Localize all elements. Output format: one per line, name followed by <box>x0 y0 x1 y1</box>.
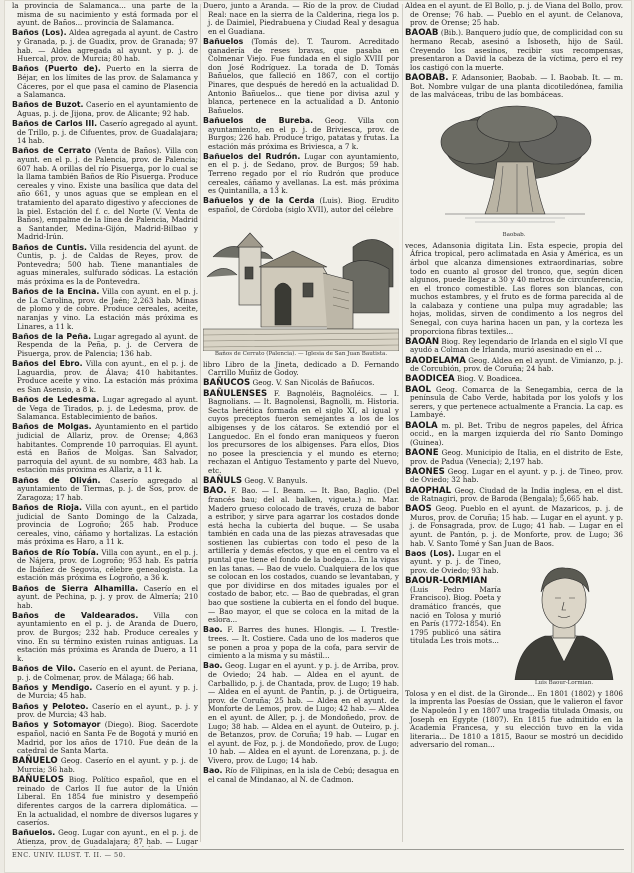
dictionary-entry <box>203 767 399 784</box>
entry-text: Geog. Lugar en el ayunt. y p. j. de Tineo, prov. de Oviedo; 32 hab. <box>410 466 623 485</box>
entry-text: F. Adansonier, Baobab. — I. Baobab. It. — m. Bot. Nombre vulgar de una planta dicotiledónea, familia de las malváceas, tribu de las bombáceas. <box>410 72 623 100</box>
dictionary-entry <box>12 829 198 847</box>
entry-text: Villa con ayuntamiento en el p. j. de Aranda de Duero, prov. de Burgos; 232 hab. Produce cereales y vino. En su término existen ruinas antiguas. La estación más próxima es Aranda de Duero, a 11 k. <box>17 610 198 663</box>
entry-text: Caserío en el ayunt. de Periana, p. j. de Colmenar, prov. de Málaga; 66 hab. <box>17 664 198 682</box>
entry-text: Geog. Lugar en el ayunt. y p. j. de Arriba, prov. de Oviedo; 24 hab. — Aldea en el ayunt. de Carballido, p. j. de Chantada, prov. de Lugo; 19 hab. — Aldea en el ayunt. de Pantín, p. j. de Ortigueira, prov. de Coruña; 25 hab. — Aldea en el ayunt. de Monforte de Lemos, prov. de Lugo; 42 hab. — Aldea en el ayunt. de Aller, p. j. de Mondoñedo, prov. de Lugo; 38 hab. — Aldea en el ayunt. de Outeiro, p. j. de Betanzos, prov. de Coruña; 19 hab. — Lugar en el ayunt. de Foz, p. j. de Mondoñedo, prov. de Lugo; 10 hab. — Aldea en el ayunt. de Lorenzana, p. j. de Vivero, prov. de Lugo; 14 hab. <box>208 661 399 765</box>
entry-text: Caserío agregado al ayunt. de Trillo, p. j. de Cifuentes, prov. de Guadalajara; 14 hab. <box>17 119 198 146</box>
entry-headword: Bañuelos del Rudrón. <box>203 151 301 161</box>
entry-text: Lugar agregado al ayunt. de Respenda de la Peña, p. j. de Cervera de Pisuerga, prov. de Palencia; 136 hab. <box>17 331 198 358</box>
entry-text: (Venta de Baños). Villa con ayunt. en el p. j. de Palencia, prov. de Palencia; 607 hab. A orillas del río Pisuerga, por lo cual se la llama también Baños de Río Pisuerga. Produce cereales y vino. Existe una basílica que data del año 661, y unos aguas que se emplean en el tratamiento del aparato digestivo y afecciones de la piel. Estación del f. c. del Norte (V. Venta de Baños), empalme de la línea de Palencia, Madrid a Santander, Medina-Gijón, Madrid-Bilbao y Madrid-Irún. <box>17 146 198 242</box>
dictionary-entry <box>12 120 198 146</box>
entry-headword: Bañuelos y de la Cerda <box>203 196 315 206</box>
entry-text: Aldea en el ayunt. de El Bollo, p. j. de Viana del Bollo, prov. de Orense; 76 hab. — Pueblo en el ayunt. de Celanova, prov. de Orense; 25 hab. <box>405 2 623 28</box>
church-caption: Baños de Cerrato (Palencia). — Iglesia de San Juan Bautista. <box>214 350 388 357</box>
entry-headword: Baños de Rioja. <box>12 502 83 512</box>
dictionary-entry <box>12 101 198 118</box>
column-rule <box>200 4 201 842</box>
entry-text: Geog. Pueblo en el ayunt. de Mazaricos, p. j. de Muros, prov. de Coruña; 15 hab. — Lugar en el ayunt. y p. j. de Fonsagrada, prov. de Lugo; 41 hab. — Lugar en el ayunt. de Pantón, p. j. de Monforte, prov. de Lugo; 36 hab. V. Santo Tomé y San Juan de Baos. <box>410 504 623 548</box>
entry-headword: Bao. <box>203 766 223 776</box>
dictionary-entry <box>203 379 399 388</box>
portrait-icon <box>505 552 623 680</box>
entry-text: Villa con ayunt. en el p. j. de La Carolina, prov. de Jaén; 2,263 hab. Minas de plomo y de cobre. Produce cereales, aceite, naranjas y vino. La estación más próxima es Linares, a 11 k. <box>17 287 198 331</box>
dictionary-entry <box>12 776 198 828</box>
entry-text: libro Libro de la Jineta, dedicado a D. Fernando Carrillo Muñiz de Godoy. <box>203 359 399 378</box>
entry-headword: BAOS <box>405 504 432 515</box>
entry-headword: Baños de Valdearados. <box>12 610 139 620</box>
column-2 <box>203 2 399 847</box>
entry-headword: Baños y Sotomayor <box>12 720 101 730</box>
baobab-tree-icon <box>405 102 623 232</box>
dictionary-entry <box>12 423 198 475</box>
dictionary-entry <box>405 690 623 750</box>
entry-text: F. Bao. — I. Beam. — It. Bao, Baglio. (Del francés bau; del al. balken, vigueta.) m. Mar. Madero grueso colocado de través, cruza de babor a estribor, y sirve para agarrar los costados donde está hecha la cubierta del buque. — Se usaba también en cada una de las piezas atravesadas que sostienen las cubiertas con todo el peso de la artillería y demás efectos, y que en el centro va el puntal que tiene el fondo de la bodega... En la vigas en las tanas. — Bao de vuelo. Cualquiera de los que se colocan en los costados, cuando se levantaban, y que por dividirse en dos mitades iguales por el costado de babor, etc. — Bao de quebradas, el gran bao que sostiene la cubierta en el fondo del buque. — Bao mayor, el que se coloca en la mitad de la eslora... <box>208 486 399 625</box>
entry-headword: Bañuelos de Bureba. <box>203 115 314 125</box>
entry-headword: BAÑUCOS <box>203 378 251 389</box>
entry-headword: BAO. <box>203 486 227 497</box>
entry-text: m. pl. Bet. Tribu de negros papeles, del África occid., en la margen izquierda del río Santo Domingo (Guinea). <box>410 420 623 447</box>
dictionary-entry <box>405 242 623 337</box>
church-illustration <box>203 217 399 358</box>
entry-text: Puerto en la sierra de Béjar, en los límites de las prov. de Salamanca y Cáceres, por el que pasa el camino de Plasencia a Salamanca. <box>17 64 198 100</box>
entry-text: Geog. Caserío en el ayunt. y p. j. de Murcia; 36 hab. <box>17 756 198 774</box>
entry-text: la provincia de Salamanca... una parte de la misma de su nacimiento y está formada por el ayunt. de Baños... provincia de Salamanca. <box>12 2 198 28</box>
entry-headword: BAÑUELOS <box>12 775 64 786</box>
entry-text: Geog. Comarca de la Senegambia, cerca de la península de Cabo Verde, habitada por los yolofs y los serers, y que pertenece actualmente a Francia. La cap. es Lambayé. <box>410 384 623 420</box>
entry-text: Geog. Villa con ayuntamiento, en el p. j. de Briviesca, prov. de Burgos; 226 hab. Produce trigo, patatas y frutas. La estación más próxima es Briviesca, a 7 k. <box>208 115 399 151</box>
entry-text: Villa con ayunt., en el p. j. de Nájera, prov. de Logroño; 953 hab. Es patria de Ibáñez de Segovia, célebre genealogista. La estación más próxima es Logroño, a 36 k. <box>17 547 198 583</box>
entry-text: Ayuntamiento en el partido judicial de Allariz, prov. de Orense; 4,863 habitantes. Comprende 10 parroquias. El ayunt. está en Baños de Molgas. San Salvador, parroquia del ayunt. de su nombre, 483 hab. La estación más próxima es Allariz, a 11 k. <box>17 422 198 475</box>
column-rule <box>402 4 403 842</box>
entry-text: Geog. Ciudad de la India inglesa, en el dist. de Ratnagiri, prov. de Baroda (Bengala); 5,665 hab. <box>410 485 623 504</box>
portrait-row <box>405 550 623 690</box>
entry-text: Lugar en el ayunt. y p. j. de Tineo, prov. de Oviedo; 93 hab. <box>410 548 501 576</box>
dictionary-entry <box>12 333 198 359</box>
dictionary-entry <box>12 703 198 720</box>
entry-headword: BAODICEA <box>405 374 455 385</box>
dictionary-entry <box>12 721 198 755</box>
entry-headword: Baños de Vilo. <box>12 664 76 674</box>
entry-headword: Baños de Molgas. <box>12 422 92 432</box>
entry-text: Caserío agregado al ayuntamiento de Tiermas, p. j. de Sos, prov. de Zaragoza; 17 hab. <box>17 475 198 502</box>
entry-headword: Bañuelos <box>203 36 244 46</box>
entry-headword: BAOLA <box>405 420 438 431</box>
entry-headword: Baños del Ebro. <box>12 359 83 369</box>
entry-text: Caserío en el ayuntamiento de Aguas, p. j. de Jijona, prov. de Alicante; 92 hab. <box>17 100 198 118</box>
dictionary-entry <box>203 2 399 36</box>
dictionary-entry <box>203 153 399 196</box>
entry-text: Geog. V. Banyuls. <box>244 476 308 486</box>
dictionary-entry <box>12 585 198 611</box>
dictionary-entry <box>203 197 399 214</box>
dictionary-entry <box>405 29 623 72</box>
entry-text: F. Barres des hunes. Hlongis. — I. Trestle-trees. — It. Costiere. Cada uno de los maderos que se ponen a proa y popa de la cofa, para servir de cimiento a la misma y su mástil... <box>208 625 399 661</box>
dictionary-entry <box>405 74 623 100</box>
entry-headword: Baños (Los). <box>12 28 67 38</box>
entry-text: Caserío en el ayunt., p. j. y prov. de Murcia; 43 hab. <box>17 701 198 720</box>
entry-headword: Baos (Los). <box>405 548 455 558</box>
dictionary-entry <box>203 487 399 625</box>
entry-headword: BAONE <box>405 447 439 458</box>
baobab-illustration <box>405 102 623 239</box>
church-engraving-icon <box>203 217 399 351</box>
entry-headword: BAODELAMA <box>405 355 466 366</box>
dictionary-entry <box>405 487 623 504</box>
dictionary-entry <box>405 422 623 448</box>
entry-text: (Luis). Biog. Erudito español, de Córdoba (siglo XVII), autor del célebre <box>208 196 399 215</box>
entry-text: (Luis Pedro María Francisco). Biog. Poeta y dramático francés, que nació en Tolosa y murió en París (1772-1854). En 1795 publicó una sátira titulada Les trois mots... <box>410 584 501 646</box>
entry-headword: Baños de la Encina. <box>12 287 100 297</box>
entry-headword: Baños y Mendigo. <box>12 682 93 692</box>
entry-text: Geog. Municipio de Italia, en el distrito de Este, prov. de Padua (Venecia); 2,197 hab. <box>410 447 623 466</box>
dictionary-entry <box>12 665 198 682</box>
entry-headword: Bañuelos. <box>12 828 56 838</box>
entry-headword: BAONES <box>405 466 445 477</box>
dictionary-entry <box>405 577 501 646</box>
entry-headword: Baños y Peloteo. <box>12 701 89 711</box>
entry-headword: BAÑULENSES <box>203 388 268 399</box>
entry-headword: Baños de Ledesma. <box>12 395 100 405</box>
dictionary-entry <box>12 477 198 503</box>
dictionary-entry <box>12 549 198 583</box>
dictionary-entry <box>12 147 198 242</box>
entry-headword: BAOAB <box>405 28 439 39</box>
entry-text: F. Bagnoléis, Bagnoléics. — I. Bagnolians. — It. Bagnolensi, Bagnolli, m. Historia. Secta herética formada en el siglo XI, al igual y cuyos preceptos fueron semejantes a los de los albigenses y de los cátaros. Se extendió por el Languedoc. En el fondo eran maniqueos y fueron los precursores de los albigenses. Para ellos, Dios no posee la presciencia y el mundo es eterno; rechazan el Antiguo Testamento y parte del Nuevo, etc. <box>208 388 399 475</box>
dictionary-entry <box>405 505 623 548</box>
dictionary-entry <box>203 38 399 115</box>
entry-text: Tolosa y en el dist. de la Gironde... En 1801 (1802) y 1806 la imprenta las Poesías de Ossian, que le valieron el favor de Napoleón I y en 1807 una tragedia titulada Omasis, ou Joseph en Egypte (1807). En 1815 fue admitido en la Academia Francesa, y su elección tuvo en la vida literaria... De 1810 a 1815, Baour se mostró un decidido adversario del roman... <box>405 688 623 750</box>
entry-headword: BAOL <box>405 384 431 395</box>
entry-text: Lugar con ayuntamiento, en el p. j. de Sedano, prov. de Burgos; 59 hab. Terreno regado por el río Rudrón que produce cereales, cáñamo y avellanas. La est. más próxima es Quintanilla, a 13 k. <box>208 151 399 196</box>
entry-text: Villa con ayunt., en el p. j. de Laguardia, prov. de Álava; 410 habitantes. Produce aceite y vino. La estación más próxima es San Asensio, a 8 k. <box>17 359 198 394</box>
dictionary-entry <box>12 244 198 287</box>
dictionary-entry <box>12 757 198 774</box>
dictionary-entry <box>12 288 198 331</box>
entry-text: Duero, junto a Aranda. — Río de la prov. de Ciudad Real: nace en la sierra de la Calderina, riega los p. j. de Daimiel, Piedrabuena y Ciudad Real y desagua en el Guadiana. <box>203 2 399 36</box>
entry-text: Aldea agregada al ayunt. de Castro y Granada, p. j. de Guadix, prov. de Granada; 97 hab. — Aldea agregada al ayunt. y p. j. de Huercal, prov. de Murcia; 80 hab. <box>17 28 198 64</box>
entry-headword: Bao. <box>203 661 223 671</box>
entry-headword: Bao. <box>203 625 223 635</box>
entry-headword: BAOPHAL <box>405 485 452 496</box>
entry-text: veces, Adansonia digitata Lin. Esta especie, propia del África tropical, pero aclimatada en Asia y América, es un árbol que alcanza dimensiones extraordinarias, sobre todo en cuanto al grosor del tronco, que, según dicen algunos, puede llegar a 30 y 40 metros de circunferencia, en el tronco comestible. Las flores son blancas, con muchos estambres, y el fruto es de forma parecida al de la calabaza y contiene una pulpa muy agradable; las hojas, molidas, sirven de condimento a los negros del Senegal, con cuya harina hacen un pan, y la corteza les proporciona fibras textiles... <box>405 240 623 336</box>
entry-text: Caserío en el ayunt. y p. j. de Murcia; 45 hab. <box>17 682 198 701</box>
dictionary-entry <box>405 357 623 374</box>
dictionary-entry <box>203 390 399 476</box>
entry-text: Geog. Lugar con ayunt., en el p. j. de Atienza, prov. de Guadalajara; 87 hab. — Lugar <box>17 828 198 846</box>
entry-headword: Baños de Río Tobía. <box>12 547 99 557</box>
entry-text: Geog. Aldea en el ayunt. de Vimianzo, p. j. de Corcubión, prov. de Coruña; 24 hab. <box>410 355 623 374</box>
dictionary-entry <box>405 338 623 355</box>
entry-text: Lugar agregado al ayunt. de Vega de Tirados, p. j. de Ledesma, prov. de Salamanca. Establecimiento de baños. <box>17 395 198 422</box>
entry-text: (Bib.). Banquero judío que, de complicidad con su hermano Recab, asesinó a Isboseth, hijo de Saúl. Creyendo los asesinos, recibir sus recompensas, presentaron a David la cabeza de la víctima, pero el rey los castigó con la muerte. <box>410 28 623 72</box>
entry-headword: Baños de Oliván. <box>12 475 101 485</box>
entry-headword: BAOAN <box>405 336 440 347</box>
dictionary-entry <box>405 375 623 384</box>
entry-text: Río de Filipinas, en la isla de Cebú; desagua en el canal de Mindanao, al N. de Cadmon. <box>208 766 399 784</box>
entry-text: Biog. Político español, que en el reinado de Carlos II fue autor de la Unión Liberal. En 1854 fue ministro y desempeñó diferentes cargos de la carrera diplomática. — En la actualidad, el nombre de diversos lugares y caseríos. <box>17 775 198 828</box>
baobab-caption: Baobab. <box>502 231 526 238</box>
entry-headword: Baños de Cuntis. <box>12 242 87 252</box>
dictionary-entry <box>12 2 198 28</box>
entry-headword: BAOUR-LORMIAN <box>405 576 488 587</box>
dictionary-entry <box>12 684 198 701</box>
column-3 <box>405 2 623 847</box>
portrait-illustration <box>505 552 623 687</box>
entry-headword: BAÑUELO <box>12 756 58 767</box>
entry-text: Villa residencia del ayunt. de Cuntis, p. j. de Caldas de Reyes, prov. de Pontevedra; 500 hab. Tiene manantiales de aguas minerales, sulfurado sódicas. La estación más próxima es la de Pontevedra. <box>17 242 198 286</box>
dictionary-entry <box>12 65 198 99</box>
column-1 <box>12 2 198 847</box>
entry-text: Biog. Rey legendario de Irlanda en el siglo VI que ayudó a Colman de Irlanda, murió asesinado en el ... <box>410 336 623 355</box>
entry-text: (Tomás de). T. Taurom. Acreditado ganadería de reses bravas, que pasaba en Colmenar Viejo. Fue fundada en el siglo XVIII por don José Rodríguez. La torada de D. Tomás Bañuelos, que falleció en 1867, con el cortijo Pinares, que después de heredó en la actualidad D. Antonio Bañuelos... que tiene por divisa azul y blanca, pertenece en la actualidad a D. Antonio Bañuelos. <box>208 36 399 115</box>
dictionary-entry <box>12 612 198 664</box>
entry-text: Geog. V. San Nicolás de Bañucos. <box>252 378 375 388</box>
dictionary-entry <box>203 662 399 765</box>
dictionary-entry <box>405 2 623 28</box>
entry-headword: Baños de la Peña. <box>12 331 92 341</box>
entry-headword: Baños de Buzot. <box>12 100 84 110</box>
dictionary-entry <box>12 504 198 547</box>
entry-headword: BAÑULS <box>203 476 243 487</box>
portrait-caption: Luis Baour-Lormian. <box>534 679 594 686</box>
dictionary-entry <box>12 360 198 394</box>
dictionary-entry <box>405 449 623 466</box>
dictionary-entry <box>203 626 399 660</box>
dictionary-entry <box>405 550 501 576</box>
entry-headword: Baños de Sierra Alhamilla. <box>12 583 139 593</box>
dictionary-entry <box>203 477 399 486</box>
entry-headword: Baños (Puerto de). <box>12 64 101 74</box>
entry-text: (Diego). Biog. Sacerdote español, nació en Santa Fe de Bogotá y murió en Madrid, por los años de 1710. Fue deán de la catedral de Santa Marta. <box>17 720 198 756</box>
entry-text: Villa con ayunt., en el partido judicial de Santo Domingo de la Calzada, provincia de Logroño; 265 hab. Produce cereales, vino, cáñamo y hortalizas. La estación más próxima es Haro, a 11 k. <box>17 502 198 547</box>
dictionary-entry <box>405 468 623 485</box>
entry-headword: BAOBAB. <box>405 72 449 83</box>
dictionary-entry <box>203 117 399 151</box>
dictionary-entry <box>12 396 198 422</box>
dictionary-entry <box>405 386 623 420</box>
entry-headword: Baños de Cerrato <box>12 146 91 156</box>
entry-headword: Baños de Carlos III. <box>12 119 98 129</box>
encyclopedia-page <box>4 0 632 873</box>
page-footer: ENC. UNIV. ILUST. T. II. — 50. <box>12 849 624 859</box>
entry-text: Biog. V. Boadicea. <box>456 374 523 384</box>
dictionary-entry <box>203 361 399 378</box>
dictionary-entry <box>12 29 198 63</box>
entry-text: Caserío en el ayunt. de Pechina, p. j. y prov. de Almería; 210 hab. <box>17 583 198 610</box>
